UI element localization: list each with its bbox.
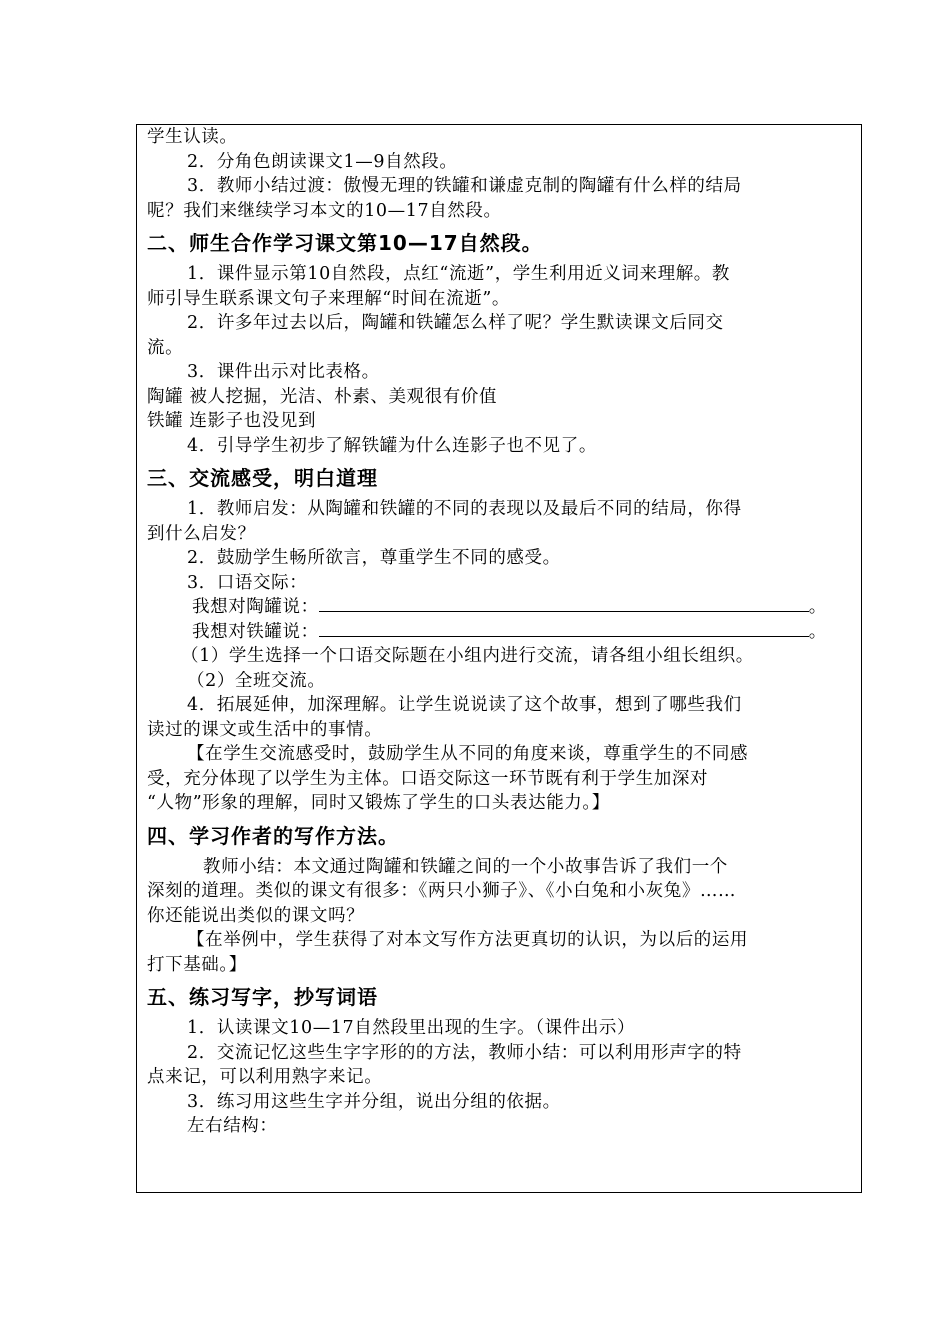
text-line: （1）学生选择一个口语交际题在小组内进行交流，请各组小组长组织。: [181, 646, 754, 666]
text-line: 你还能说出类似的课文吗？: [147, 905, 365, 926]
text-line: 流。: [147, 337, 184, 358]
prompt-label: 我想对铁罐说：: [192, 621, 319, 642]
text-line: 受，充分体现了以学生为主体。口语交际这一环节既有利于学生加深对: [147, 768, 709, 789]
fill-in-line: [147, 595, 853, 620]
text-line: 师引导生联系课文句子来理解“时间在流逝”。: [147, 288, 510, 309]
prompt-label: 我想对陶罐说：: [192, 597, 319, 617]
text-line: 2．许多年过去以后，陶罐和铁罐怎么样了呢？学生默读课文后同交: [187, 313, 724, 333]
text-line: 左右结构：: [187, 1116, 278, 1136]
text-line: 3．教师小结过渡：傲慢无理的铁罐和谦虚克制的陶罐有什么样的结局: [187, 176, 742, 196]
text-line: 到什么启发？: [147, 523, 256, 544]
text-line: 打下基础。】: [147, 954, 247, 975]
text-line: 3．口语交际：: [187, 572, 308, 593]
text-line: 【在举例中，学生获得了对本文写作方法更真切的认识，为以后的运用: [187, 930, 749, 950]
text-line: 【在学生交流感受时，鼓励学生从不同的角度来谈，尊重学生的不同感: [187, 744, 749, 764]
section-heading: 五、练习写字，抄写词语: [147, 985, 378, 1009]
text-line: 1．课件显示第10自然段，点红“流逝”，学生利用近义词来理解。教: [187, 264, 730, 284]
text-line: （2）全班交流。: [187, 670, 326, 691]
text-line: 2．分角色朗读课文1—9自然段。: [187, 151, 458, 172]
section-heading: 三、交流感受，明白道理: [147, 466, 378, 490]
line-end-mark: 。: [808, 597, 827, 617]
text-line: 教师小结：本文通过陶罐和铁罐之间的一个小故事告诉了我们一个: [203, 856, 728, 877]
section-heading: 二、师生合作学习课文第10—17自然段。: [147, 231, 543, 255]
text-line: 3．练习用这些生字并分组，说出分组的依据。: [187, 1091, 561, 1112]
text-line: 呢？我们来继续学习本文的10—17自然段。: [147, 200, 502, 221]
text-line: 1．教师启发：从陶罐和铁罐的不同的表现以及最后不同的结局，你得: [187, 499, 742, 519]
line-end-mark: 。: [808, 621, 827, 642]
text-line: “人物”形象的理解，同时又锻炼了学生的口头表达能力。】: [147, 793, 610, 813]
text-line: 2．鼓励学生畅所欲言，尊重学生不同的感受。: [187, 548, 561, 568]
text-line: 3．课件出示对比表格。: [187, 362, 380, 382]
comparison-row-taoguan: 陶罐 被人挖掘，光洁、朴素、美观很有价值: [147, 386, 498, 407]
section-heading: 四、学习作者的写作方法。: [147, 823, 399, 848]
text-line: 4．引导学生初步了解铁罐为什么连影子也不见了。: [187, 435, 597, 456]
comparison-row-tieguan: 铁罐 连影子也没见到: [147, 411, 317, 431]
text-line: 4．拓展延伸，加深理解。让学生说说读了这个故事，想到了哪些我们: [187, 695, 742, 715]
lesson-plan-table-cell: [136, 124, 862, 1193]
lesson-plan-content: [147, 125, 853, 1139]
text-line: 学生认读。: [147, 127, 238, 147]
text-line: 读过的课文或生活中的事情。: [147, 719, 383, 740]
blank-underline: [319, 595, 809, 612]
text-line: 点来记，可以利用熟字来记。: [147, 1067, 383, 1087]
text-line: 深刻的道理。类似的课文有很多：《两只小狮子》、《小白兔和小灰兔》……: [147, 881, 737, 901]
text-line: 2．交流记忆这些生字字形的的方法，教师小结：可以利用形声字的特: [187, 1042, 742, 1063]
fill-in-line: [147, 620, 853, 645]
blank-underline: [319, 620, 809, 637]
text-line: 1．认读课文10—17自然段里出现的生字。（课件出示）: [187, 1018, 636, 1038]
